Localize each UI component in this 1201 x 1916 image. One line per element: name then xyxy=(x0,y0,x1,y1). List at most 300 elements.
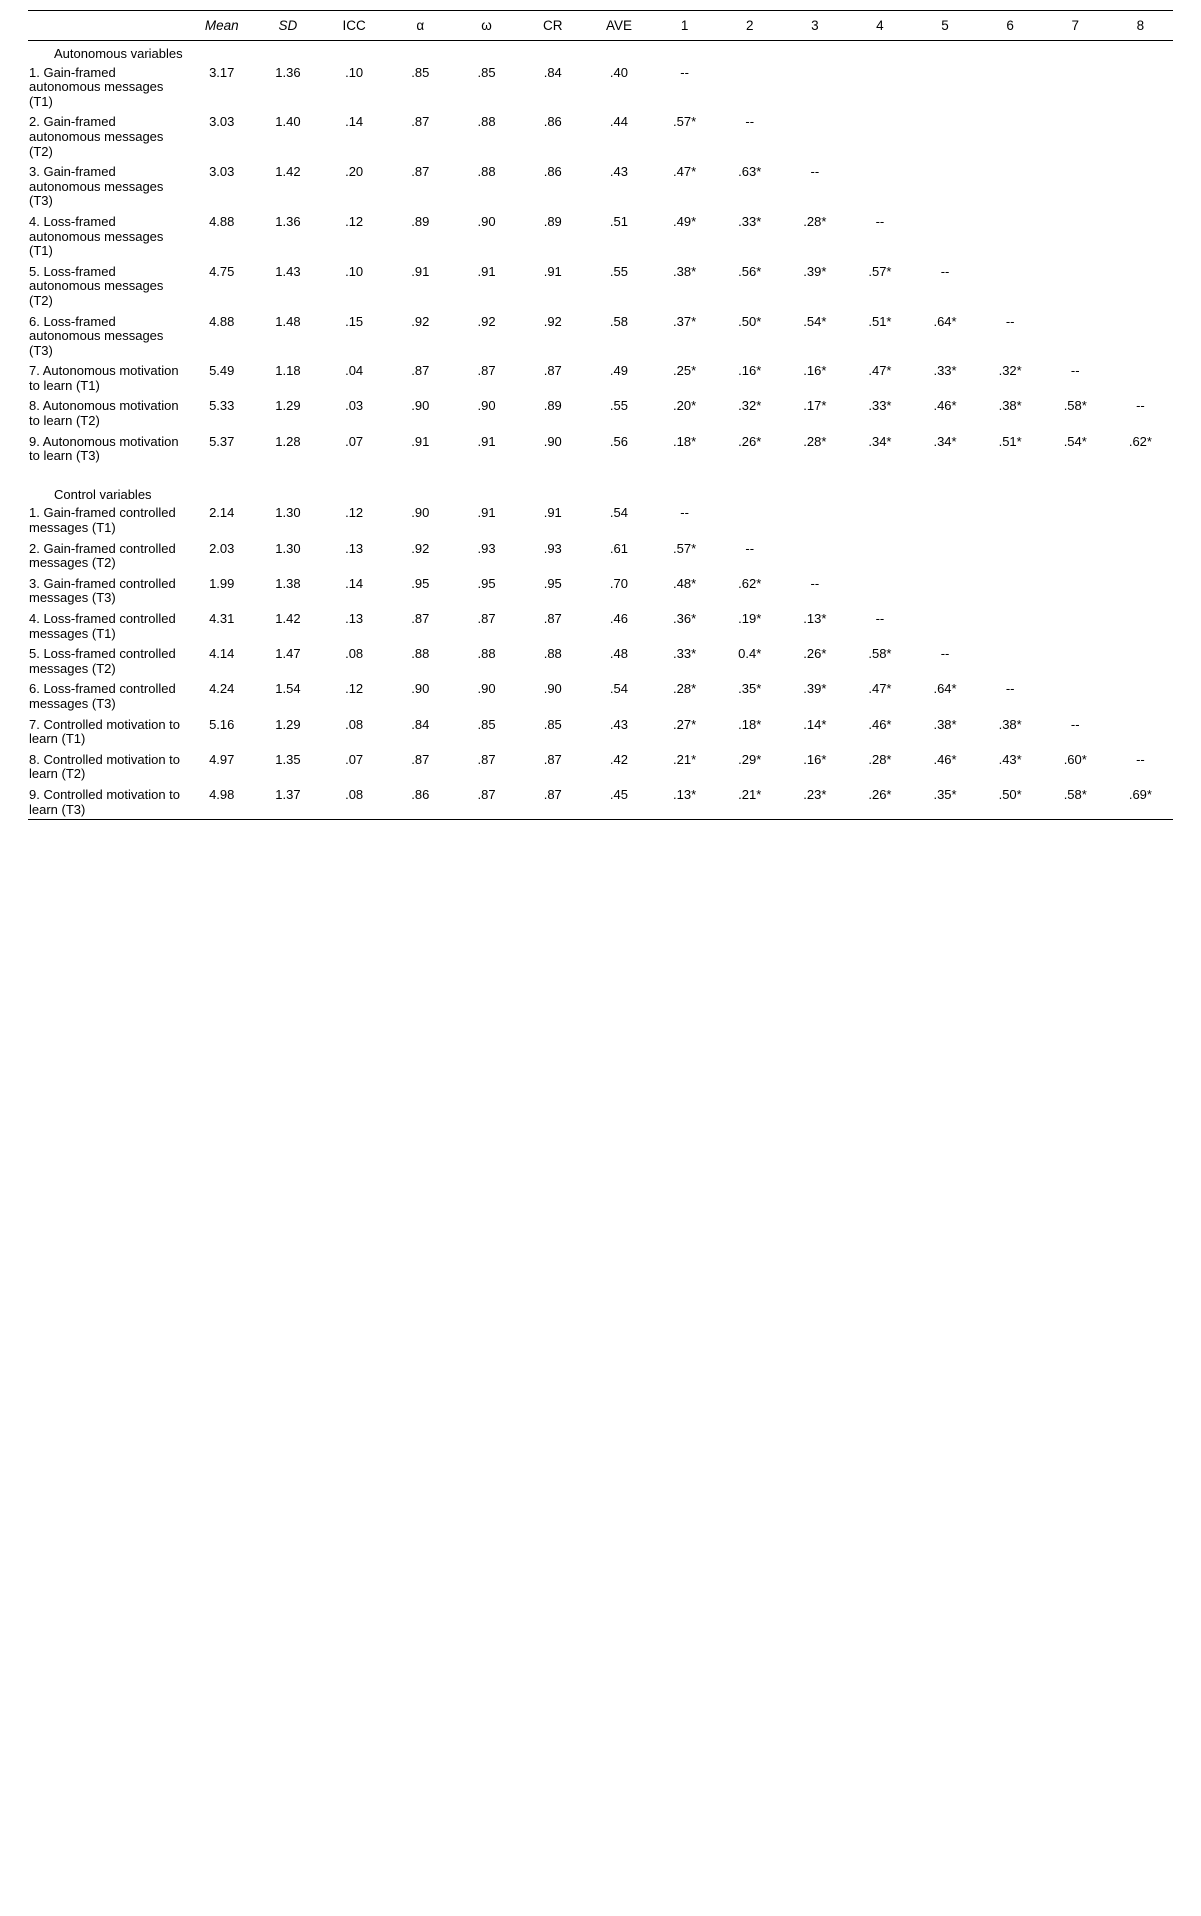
cell-corr-3: .13* xyxy=(803,611,827,626)
cell-corr-7 xyxy=(1043,211,1108,261)
cell-corr-7 xyxy=(1043,643,1108,678)
cell-corr-2: .56* xyxy=(738,263,762,279)
table-bottom-rule xyxy=(28,819,1173,820)
column-header-variable xyxy=(28,11,189,41)
cell-icc: .07 xyxy=(345,751,364,767)
cell-corr-2 xyxy=(717,62,782,112)
table-row xyxy=(28,608,1173,643)
cell-cr: .93 xyxy=(543,540,562,556)
cell-alpha: .89 xyxy=(411,213,430,229)
cell-corr-7: -- xyxy=(1070,363,1080,379)
cell-corr-6: .32* xyxy=(998,363,1022,379)
cell-corr-7: .60* xyxy=(1063,751,1087,767)
cell-corr-5: -- xyxy=(940,646,950,662)
cell-corr-3: .26* xyxy=(803,646,827,662)
cell-corr-3: .54* xyxy=(803,313,827,329)
cell-omega: .90 xyxy=(477,398,496,414)
column-header-8: 8 xyxy=(1108,11,1173,41)
cell-corr-3 xyxy=(782,502,847,537)
cell-corr-1: -- xyxy=(680,64,689,80)
cell-corr-4 xyxy=(847,111,912,161)
cell-corr-2: .29* xyxy=(738,751,762,767)
cell-corr-3: .39* xyxy=(803,263,827,279)
cell-omega: .87 xyxy=(477,751,496,767)
cell-omega: .93 xyxy=(477,540,496,556)
cell-corr-6: .38* xyxy=(998,398,1022,414)
cell-corr-4: .47* xyxy=(868,363,892,379)
cell-corr-1: .33* xyxy=(673,646,697,662)
cell-omega: .92 xyxy=(477,313,496,329)
row-label: 6. Loss-framed autonomous messages (T3) xyxy=(29,313,164,358)
cell-corr-7 xyxy=(1043,261,1108,311)
cell-cr: .92 xyxy=(543,313,562,329)
cell-alpha: .87 xyxy=(411,114,430,130)
cell-alpha: .91 xyxy=(411,433,430,449)
cell-corr-4: .26* xyxy=(868,786,892,802)
column-header-3: 3 xyxy=(782,11,847,41)
cell-corr-3 xyxy=(782,62,847,112)
cell-cr: .88 xyxy=(543,646,562,662)
cell-corr-1: .48* xyxy=(673,575,697,591)
cell-corr-3: .28* xyxy=(803,433,827,449)
cell-corr-3 xyxy=(782,111,847,161)
cell-cr: .89 xyxy=(543,213,562,229)
cell-corr-6 xyxy=(978,573,1043,608)
cell-corr-6: .51* xyxy=(998,433,1022,449)
cell-corr-3: .14* xyxy=(803,716,827,732)
document-page xyxy=(0,0,1201,838)
table-row xyxy=(28,431,1173,466)
row-label: 5. Loss-framed autonomous messages (T2) xyxy=(29,263,164,308)
cell-corr-4 xyxy=(847,538,912,573)
cell-corr-1: .13* xyxy=(673,786,697,802)
cell-icc: .03 xyxy=(345,398,364,414)
cell-corr-8 xyxy=(1108,714,1173,749)
cell-ave: .56 xyxy=(609,433,628,449)
cell-omega: .87 xyxy=(477,786,496,802)
column-header-omega: ω xyxy=(453,11,519,41)
cell-corr-8 xyxy=(1108,643,1173,678)
cell-corr-2: .16* xyxy=(738,363,762,379)
cell-omega: .91 xyxy=(477,433,496,449)
cell-icc: .13 xyxy=(345,611,364,626)
cell-corr-8: .69* xyxy=(1128,786,1152,802)
cell-sd: 1.35 xyxy=(275,751,301,767)
cell-mean: 4.97 xyxy=(209,751,235,767)
cell-sd: 1.29 xyxy=(275,716,301,732)
cell-ave: .51 xyxy=(609,213,628,229)
cell-sd: 1.54 xyxy=(275,681,301,697)
cell-icc: .20 xyxy=(345,164,364,180)
cell-sd: 1.18 xyxy=(275,363,301,379)
cell-cr: .85 xyxy=(543,716,562,732)
table-row xyxy=(28,678,1173,713)
cell-ave: .46 xyxy=(609,611,628,626)
cell-alpha: .84 xyxy=(411,716,430,732)
cell-corr-6 xyxy=(978,538,1043,573)
cell-corr-4: .46* xyxy=(868,716,892,732)
cell-ave: .45 xyxy=(609,786,628,802)
row-label: 8. Autonomous motivation to learn (T2) xyxy=(29,398,179,429)
cell-corr-8 xyxy=(1108,161,1173,211)
cell-mean: 5.37 xyxy=(209,433,235,449)
cell-corr-3 xyxy=(782,538,847,573)
cell-icc: .07 xyxy=(345,433,364,449)
cell-alpha: .85 xyxy=(411,64,430,80)
cell-ave: .48 xyxy=(609,646,628,662)
cell-corr-5: .33* xyxy=(933,363,957,379)
table-row xyxy=(28,714,1173,749)
cell-corr-1: .21* xyxy=(673,751,697,767)
cell-icc: .12 xyxy=(345,681,364,697)
cell-icc: .08 xyxy=(345,646,364,662)
cell-cr: .90 xyxy=(543,681,562,697)
cell-corr-1: .49* xyxy=(673,213,697,229)
cell-sd: 1.48 xyxy=(275,313,301,329)
cell-corr-2: .63* xyxy=(738,164,762,180)
cell-alpha: .92 xyxy=(411,540,430,556)
cell-ave: .44 xyxy=(609,114,628,130)
row-label: 8. Controlled motivation to learn (T2) xyxy=(29,751,181,782)
cell-corr-4: .47* xyxy=(868,681,892,697)
row-label: 7. Autonomous motivation to learn (T1) xyxy=(29,363,179,393)
cell-mean: 4.24 xyxy=(209,681,235,697)
cell-mean: 4.14 xyxy=(209,646,235,662)
cell-corr-2: .50* xyxy=(738,313,762,329)
cell-corr-3: .16* xyxy=(803,363,827,379)
cell-corr-5: .46* xyxy=(933,751,957,767)
cell-corr-1: .57* xyxy=(673,540,697,556)
cell-corr-1: .20* xyxy=(673,398,697,414)
table-row xyxy=(28,784,1173,819)
correlation-table xyxy=(28,10,1173,819)
cell-icc: .08 xyxy=(345,786,364,802)
cell-ave: .70 xyxy=(609,575,628,591)
cell-corr-1: .25* xyxy=(673,363,697,379)
cell-corr-2: .19* xyxy=(738,611,762,626)
cell-corr-4 xyxy=(847,573,912,608)
cell-corr-8 xyxy=(1108,538,1173,573)
cell-icc: .10 xyxy=(345,263,364,279)
section-title-autonomous: Autonomous variables xyxy=(54,46,183,61)
cell-corr-6: .38* xyxy=(998,716,1022,732)
cell-alpha: .92 xyxy=(411,313,430,329)
cell-corr-6 xyxy=(978,608,1043,643)
cell-corr-7: -- xyxy=(1070,716,1080,732)
cell-mean: 2.14 xyxy=(209,505,235,521)
cell-corr-5: .38* xyxy=(933,716,957,732)
table-header-row xyxy=(28,11,1173,41)
column-header-5: 5 xyxy=(912,11,977,41)
cell-mean: 3.03 xyxy=(209,114,235,130)
cell-corr-3: .28* xyxy=(803,213,827,229)
table-row xyxy=(28,161,1173,211)
cell-corr-6 xyxy=(978,111,1043,161)
cell-corr-5 xyxy=(912,538,977,573)
cell-corr-6 xyxy=(978,62,1043,112)
cell-alpha: .87 xyxy=(411,164,430,180)
cell-alpha: .87 xyxy=(411,751,430,767)
cell-corr-8 xyxy=(1108,111,1173,161)
cell-corr-1: .57* xyxy=(673,114,697,130)
table-row xyxy=(28,749,1173,784)
cell-alpha: .90 xyxy=(411,681,430,697)
cell-icc: .10 xyxy=(345,64,364,80)
cell-corr-3: .16* xyxy=(803,751,827,767)
cell-corr-8: .62* xyxy=(1128,433,1152,449)
cell-mean: 4.88 xyxy=(209,313,235,329)
cell-corr-1: .18* xyxy=(673,433,697,449)
row-label: 3. Gain-framed controlled messages (T3) xyxy=(29,575,176,606)
cell-ave: .55 xyxy=(609,398,628,414)
cell-cr: .95 xyxy=(543,575,562,591)
column-header-cr: CR xyxy=(520,11,586,41)
cell-alpha: .90 xyxy=(411,505,430,521)
cell-corr-2: .62* xyxy=(738,575,762,591)
cell-cr: .90 xyxy=(543,433,562,449)
cell-corr-5: .46* xyxy=(933,398,957,414)
cell-omega: .87 xyxy=(477,611,496,626)
cell-corr-1: -- xyxy=(680,505,689,521)
cell-icc: .04 xyxy=(345,363,364,379)
column-header-alpha: α xyxy=(387,11,453,41)
cell-corr-6: .50* xyxy=(998,786,1022,802)
cell-corr-5 xyxy=(912,573,977,608)
cell-corr-5 xyxy=(912,608,977,643)
cell-corr-7: .58* xyxy=(1063,398,1087,414)
cell-omega: .90 xyxy=(477,681,496,697)
cell-alpha: .86 xyxy=(411,786,430,802)
cell-corr-4 xyxy=(847,502,912,537)
cell-corr-7 xyxy=(1043,538,1108,573)
cell-corr-4: .34* xyxy=(868,433,892,449)
cell-corr-5 xyxy=(912,62,977,112)
cell-alpha: .88 xyxy=(411,646,430,662)
cell-corr-7 xyxy=(1043,678,1108,713)
cell-mean: 3.17 xyxy=(209,64,235,80)
column-header-7: 7 xyxy=(1043,11,1108,41)
cell-corr-2 xyxy=(717,502,782,537)
cell-corr-5: -- xyxy=(940,263,950,279)
cell-icc: .12 xyxy=(345,213,364,229)
cell-mean: 2.03 xyxy=(209,540,235,556)
cell-corr-7 xyxy=(1043,311,1108,361)
cell-corr-6 xyxy=(978,161,1043,211)
cell-corr-5: .34* xyxy=(933,433,957,449)
table-row xyxy=(28,573,1173,608)
cell-corr-1: .27* xyxy=(673,716,697,732)
cell-omega: .87 xyxy=(477,363,496,379)
cell-corr-6: -- xyxy=(1005,313,1015,329)
cell-corr-6 xyxy=(978,261,1043,311)
cell-corr-4: -- xyxy=(875,213,885,229)
cell-corr-1: .36* xyxy=(673,611,697,626)
cell-ave: .61 xyxy=(609,540,628,556)
cell-icc: .13 xyxy=(345,540,364,556)
cell-corr-1: .37* xyxy=(673,313,697,329)
cell-corr-2: .18* xyxy=(738,716,762,732)
cell-corr-1: .28* xyxy=(673,681,697,697)
row-label: 2. Gain-framed controlled messages (T2) xyxy=(29,540,176,571)
table-row xyxy=(28,360,1173,395)
cell-corr-6 xyxy=(978,643,1043,678)
cell-sd: 1.29 xyxy=(275,398,301,414)
cell-omega: .85 xyxy=(477,64,496,80)
cell-alpha: .87 xyxy=(411,363,430,379)
cell-corr-8: -- xyxy=(1136,751,1145,767)
cell-sd: 1.42 xyxy=(275,164,301,180)
cell-corr-7 xyxy=(1043,111,1108,161)
cell-corr-6 xyxy=(978,502,1043,537)
cell-corr-2: .33* xyxy=(738,213,762,229)
cell-corr-2: .35* xyxy=(738,681,762,697)
cell-corr-8 xyxy=(1108,360,1173,395)
cell-mean: 3.03 xyxy=(209,164,235,180)
row-label: 4. Loss-framed controlled messages (T1) xyxy=(29,611,176,641)
cell-corr-7 xyxy=(1043,608,1108,643)
column-header-1: 1 xyxy=(652,11,717,41)
column-header-2: 2 xyxy=(717,11,782,41)
cell-corr-2: 0.4* xyxy=(738,646,762,662)
cell-cr: .91 xyxy=(543,263,562,279)
table-row xyxy=(28,62,1173,112)
section-spacer xyxy=(28,466,1173,482)
cell-corr-7 xyxy=(1043,502,1108,537)
cell-sd: 1.30 xyxy=(275,540,301,556)
cell-corr-7 xyxy=(1043,573,1108,608)
cell-corr-3: .39* xyxy=(803,681,827,697)
section-header-row xyxy=(28,41,1173,62)
cell-corr-8 xyxy=(1108,502,1173,537)
cell-corr-2: .21* xyxy=(738,786,762,802)
cell-corr-4: .51* xyxy=(868,313,892,329)
cell-sd: 1.28 xyxy=(275,433,301,449)
cell-mean: 5.33 xyxy=(209,398,235,414)
cell-corr-6: -- xyxy=(1005,681,1015,697)
column-header-icc: ICC xyxy=(321,11,387,41)
cell-corr-5: .35* xyxy=(933,786,957,802)
cell-cr: .86 xyxy=(543,164,562,180)
cell-corr-8: -- xyxy=(1136,398,1145,414)
cell-alpha: .90 xyxy=(411,398,430,414)
cell-omega: .88 xyxy=(477,646,496,662)
cell-corr-8 xyxy=(1108,261,1173,311)
cell-mean: 5.16 xyxy=(209,716,235,732)
cell-corr-8 xyxy=(1108,573,1173,608)
cell-cr: .86 xyxy=(543,114,562,130)
cell-corr-4: -- xyxy=(875,611,885,626)
cell-ave: .54 xyxy=(609,505,628,521)
cell-omega: .85 xyxy=(477,716,496,732)
cell-icc: .14 xyxy=(345,114,364,130)
table-row xyxy=(28,111,1173,161)
row-label: 9. Autonomous motivation to learn (T3) xyxy=(29,433,179,464)
cell-ave: .54 xyxy=(609,681,628,697)
table-header xyxy=(28,11,1173,41)
cell-mean: 4.98 xyxy=(209,786,235,802)
cell-corr-8 xyxy=(1108,311,1173,361)
column-header-ave: AVE xyxy=(586,11,652,41)
cell-cr: .87 xyxy=(543,751,562,767)
cell-corr-7: .54* xyxy=(1063,433,1087,449)
cell-ave: .42 xyxy=(609,751,628,767)
cell-icc: .12 xyxy=(345,505,364,521)
cell-ave: .49 xyxy=(609,363,628,379)
column-header-4: 4 xyxy=(847,11,912,41)
cell-corr-3: -- xyxy=(810,575,820,591)
cell-ave: .55 xyxy=(609,263,628,279)
cell-cr: .87 xyxy=(543,786,562,802)
cell-corr-5: .64* xyxy=(933,681,957,697)
cell-mean: 4.75 xyxy=(209,263,235,279)
section-title-control: Control variables xyxy=(54,486,152,502)
cell-cr: .84 xyxy=(543,64,562,80)
cell-mean: 4.88 xyxy=(209,213,235,229)
cell-cr: .87 xyxy=(543,611,562,626)
row-label: 1. Gain-framed controlled messages (T1) xyxy=(29,505,176,536)
cell-corr-1: .47* xyxy=(673,164,697,180)
table-body xyxy=(28,41,1173,820)
cell-corr-8 xyxy=(1108,211,1173,261)
table-row xyxy=(28,395,1173,430)
cell-sd: 1.43 xyxy=(275,263,301,279)
cell-omega: .91 xyxy=(477,505,496,521)
cell-icc: .15 xyxy=(345,313,364,329)
cell-cr: .89 xyxy=(543,398,562,414)
cell-sd: 1.40 xyxy=(275,114,301,130)
cell-corr-3: .23* xyxy=(803,786,827,802)
table-row xyxy=(28,261,1173,311)
cell-omega: .88 xyxy=(477,164,496,180)
row-label: 4. Loss-framed autonomous messages (T1) xyxy=(29,213,164,259)
cell-corr-4: .58* xyxy=(868,646,892,662)
cell-sd: 1.36 xyxy=(275,64,301,80)
cell-corr-5 xyxy=(912,211,977,261)
cell-corr-6 xyxy=(978,211,1043,261)
cell-alpha: .95 xyxy=(411,575,430,591)
cell-sd: 1.36 xyxy=(275,213,301,229)
row-label: 7. Controlled motivation to learn (T1) xyxy=(29,716,181,747)
cell-corr-5 xyxy=(912,161,977,211)
cell-corr-4 xyxy=(847,62,912,112)
cell-corr-7: .58* xyxy=(1063,786,1087,802)
cell-corr-7 xyxy=(1043,62,1108,112)
cell-corr-8 xyxy=(1108,678,1173,713)
cell-icc: .14 xyxy=(345,575,364,591)
cell-omega: .88 xyxy=(477,114,496,130)
section-header-row xyxy=(28,482,1173,503)
cell-sd: 1.30 xyxy=(275,505,301,521)
cell-alpha: .87 xyxy=(411,611,430,626)
column-header-mean: Mean xyxy=(189,11,255,41)
cell-omega: .91 xyxy=(477,263,496,279)
row-label: 3. Gain-framed autonomous messages (T3) xyxy=(29,164,164,209)
cell-mean: 4.31 xyxy=(209,611,235,626)
cell-alpha: .91 xyxy=(411,263,430,279)
cell-sd: 1.42 xyxy=(275,611,301,626)
cell-corr-3: -- xyxy=(810,164,820,180)
cell-corr-1: .38* xyxy=(673,263,697,279)
row-label: 9. Controlled motivation to learn (T3) xyxy=(29,786,181,817)
cell-corr-2: .26* xyxy=(738,433,762,449)
row-label: 6. Loss-framed controlled messages (T3) xyxy=(29,681,176,711)
table-row xyxy=(28,538,1173,573)
cell-ave: .58 xyxy=(609,313,628,329)
row-label: 2. Gain-framed autonomous messages (T2) xyxy=(29,114,164,159)
cell-corr-4: .28* xyxy=(868,751,892,767)
cell-corr-3: .17* xyxy=(803,398,827,414)
cell-ave: .43 xyxy=(609,164,628,180)
